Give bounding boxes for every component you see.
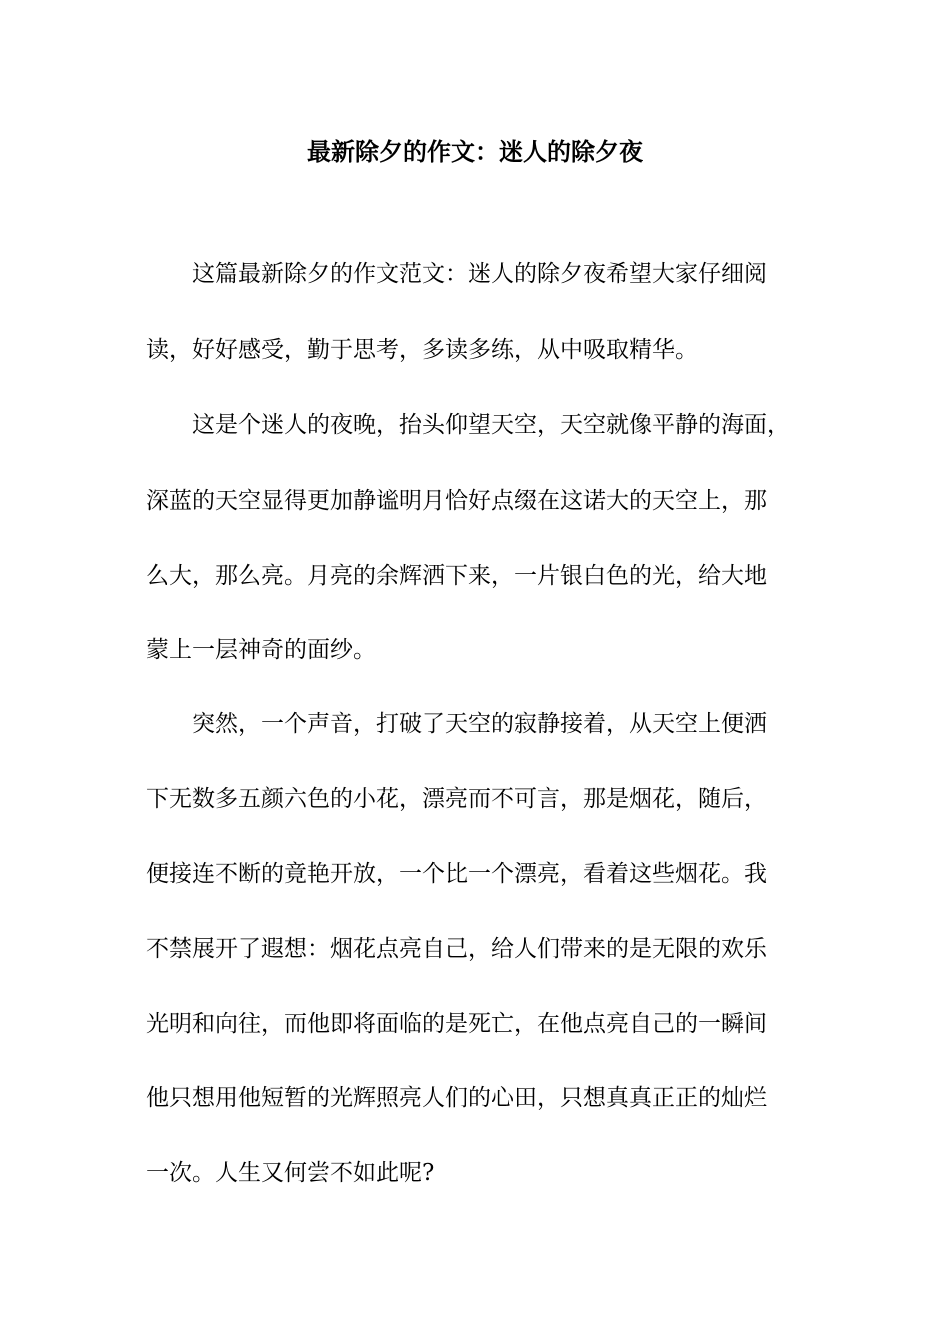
paragraph-line: 下无数多五颜六色的小花，漂亮而不可言，那是烟花，随后，	[146, 786, 767, 812]
paragraph-line: 蒙上一层神奇的面纱。	[146, 637, 376, 663]
document-title: 最新除夕的作文：迷人的除夕夜	[307, 137, 643, 166]
paragraph-line: 一次。人生又何尝不如此呢?	[146, 1160, 435, 1186]
paragraph-line: 光明和向往，而他即将面临的是死亡，在他点亮自己的一瞬间	[146, 1011, 767, 1037]
paragraph-line: 不禁展开了遐想：烟花点亮自己，给人们带来的是无限的欢乐	[146, 936, 767, 962]
paragraph-line: 他只想用他短暂的光辉照亮人们的心田，只想真真正正的灿烂	[146, 1085, 767, 1111]
paragraph-line: 这是个迷人的夜晚，抬头仰望天空，天空就像平静的海面，	[192, 412, 790, 438]
paragraph-line: 么大，那么亮。月亮的余辉洒下来，一片银白色的光，给大地	[146, 563, 767, 589]
paragraph-line: 深蓝的天空显得更加静谧明月恰好点缀在这诺大的天空上，那	[146, 488, 767, 514]
paragraph-line: 这篇最新除夕的作文范文：迷人的除夕夜希望大家仔细阅	[192, 261, 767, 287]
paragraph-line: 读，好好感受，勤于思考，多读多练，从中吸取精华。	[146, 337, 698, 363]
paragraph-line: 便接连不断的竟艳开放，一个比一个漂亮，看着这些烟花。我	[146, 861, 767, 887]
paragraph-line: 突然，一个声音，打破了天空的寂静接着，从天空上便洒	[192, 711, 767, 737]
